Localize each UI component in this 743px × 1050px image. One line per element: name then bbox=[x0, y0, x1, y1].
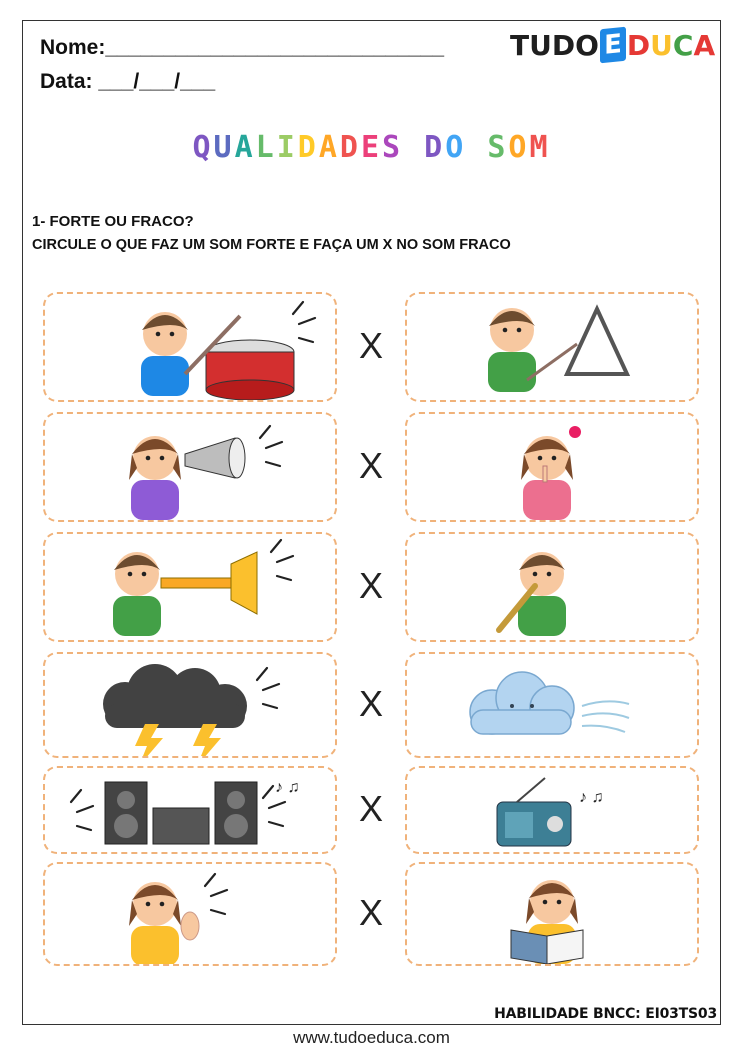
card-right-girl-shushing[interactable] bbox=[405, 412, 699, 522]
svg-text:♪ ♫: ♪ ♫ bbox=[579, 789, 604, 806]
card-left-thunderstorm-cloud[interactable] bbox=[43, 652, 337, 758]
card-left-boy-playing-trumpet[interactable] bbox=[43, 532, 337, 642]
boy-playing-trumpet-icon bbox=[45, 534, 335, 640]
title-letter bbox=[403, 130, 424, 165]
girl-shouting-megaphone-icon bbox=[45, 414, 335, 520]
title-letter: A bbox=[234, 130, 256, 165]
svg-text:♪ ♫: ♪ ♫ bbox=[275, 779, 300, 796]
logo-text-tudo: TUDO bbox=[510, 28, 599, 62]
page-title bbox=[0, 130, 743, 165]
separator-x: X bbox=[358, 325, 383, 366]
girl-shushing-icon bbox=[407, 414, 697, 520]
title-letter: A bbox=[318, 130, 340, 165]
title-letter: O bbox=[445, 130, 467, 165]
boy-playing-triangle-icon bbox=[407, 294, 697, 400]
boy-playing-drum-icon bbox=[45, 294, 335, 400]
boy-playing-flute-icon bbox=[407, 534, 697, 640]
date-field-line: Data: ___/___/___ bbox=[40, 70, 216, 93]
logo-letter: A bbox=[693, 28, 716, 62]
separator-x: X bbox=[358, 683, 383, 724]
card-right-small-radio[interactable] bbox=[405, 766, 699, 854]
card-right-boy-playing-flute[interactable] bbox=[405, 532, 699, 642]
thunderstorm-cloud-icon bbox=[45, 654, 335, 756]
tudoeduca-logo bbox=[510, 28, 715, 62]
cloud-blowing-breeze-icon bbox=[407, 654, 697, 756]
title-letter: E bbox=[360, 130, 383, 165]
title-letter: I bbox=[276, 130, 298, 165]
card-left-boy-playing-drum[interactable] bbox=[43, 292, 337, 402]
separator-x: X bbox=[358, 445, 383, 486]
title-letter: S bbox=[382, 130, 404, 165]
title-letter: L bbox=[255, 130, 277, 165]
website-url: www.tudoeduca.com bbox=[293, 1028, 450, 1047]
title-letter: D bbox=[424, 130, 446, 165]
separator-x: X bbox=[358, 788, 383, 829]
girl-reading-book-icon bbox=[407, 864, 697, 964]
logo-text-duca bbox=[627, 29, 715, 62]
logo-letter: C bbox=[672, 28, 694, 62]
logo-book-e: E bbox=[600, 27, 626, 64]
separator-x: X bbox=[358, 565, 383, 606]
bncc-skill: HABILIDADE BNCC: EI03TS03 bbox=[494, 1006, 717, 1022]
card-left-girl-clapping[interactable] bbox=[43, 862, 337, 966]
stereo-speakers-icon bbox=[45, 768, 335, 852]
card-left-girl-shouting-megaphone[interactable] bbox=[43, 412, 337, 522]
separator-x: X bbox=[358, 892, 383, 933]
title-letter: U bbox=[213, 130, 235, 165]
title-letter bbox=[466, 130, 487, 165]
card-left-stereo-speakers[interactable] bbox=[43, 766, 337, 854]
name-field-line: Nome:_____________________________ bbox=[40, 36, 445, 59]
card-right-boy-playing-triangle[interactable] bbox=[405, 292, 699, 402]
girl-clapping-icon bbox=[45, 864, 335, 964]
question-instruction: CIRCULE O QUE FAZ UM SOM FORTE E FAÇA UM X NO SOM FRACO bbox=[32, 237, 511, 253]
title-letter: D bbox=[339, 130, 361, 165]
card-right-cloud-blowing-breeze[interactable] bbox=[405, 652, 699, 758]
card-right-girl-reading-book[interactable] bbox=[405, 862, 699, 966]
logo-letter: D bbox=[626, 28, 651, 62]
title-letter: O bbox=[508, 130, 530, 165]
title-letter: Q bbox=[192, 130, 214, 165]
logo-letter: U bbox=[650, 28, 673, 62]
question-title: 1- FORTE OU FRACO? bbox=[32, 213, 194, 230]
title-letter: M bbox=[529, 130, 551, 165]
title-letter: S bbox=[487, 130, 509, 165]
small-radio-icon bbox=[407, 768, 697, 852]
title-letter: D bbox=[297, 130, 319, 165]
